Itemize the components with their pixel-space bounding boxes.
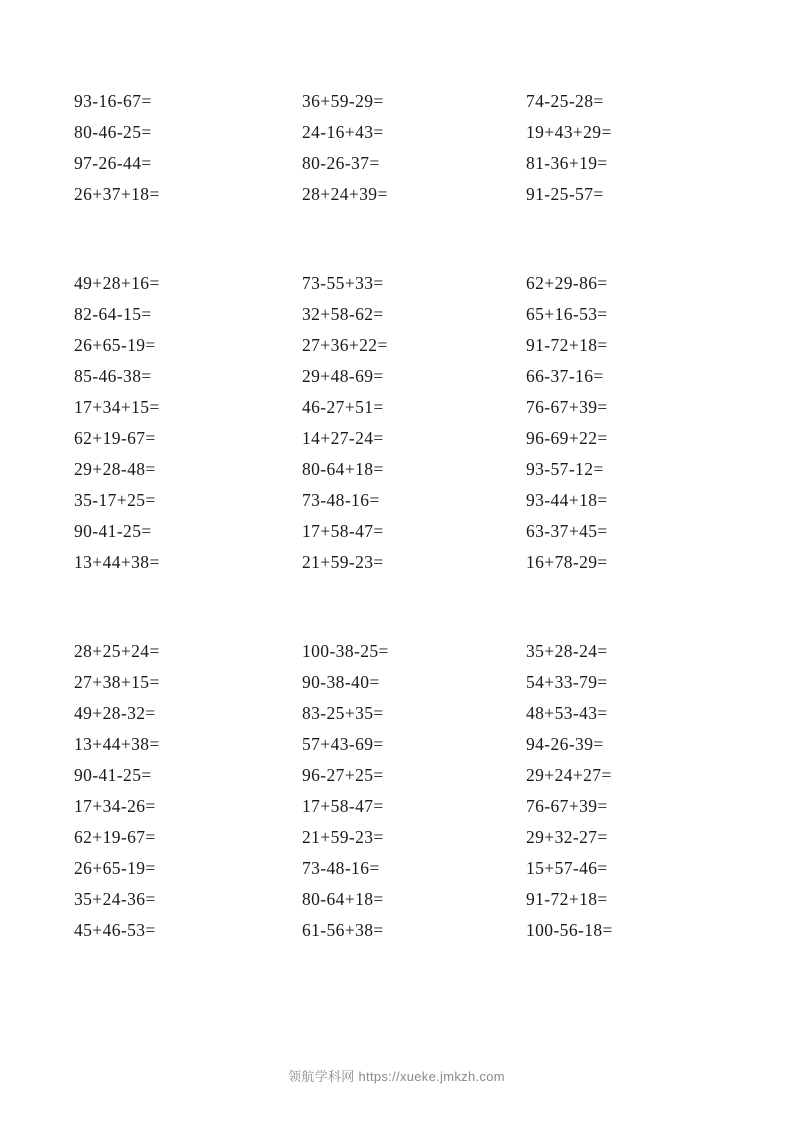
problem-item: 29+24+27=	[526, 765, 612, 785]
problem-item: 48+53-43=	[526, 703, 608, 723]
problem-item: 17+58-47=	[302, 521, 384, 541]
problem-item: 100-38-25=	[302, 641, 389, 661]
problem-item: 73-48-16=	[302, 858, 380, 878]
problem-item: 91-72+18=	[526, 889, 608, 909]
problem-item: 17+34+15=	[74, 397, 160, 417]
problem-item: 45+46-53=	[74, 920, 156, 940]
problem-item: 49+28+16=	[74, 273, 160, 293]
problem-item: 14+27-24=	[302, 428, 384, 448]
problem-item: 49+28-32=	[74, 703, 156, 723]
problem-item: 13+44+38=	[74, 734, 160, 754]
problem-item: 80-64+18=	[302, 889, 384, 909]
problem-item: 28+25+24=	[74, 641, 160, 661]
problem-item: 26+37+18=	[74, 184, 160, 204]
problem-column	[504, 86, 726, 210]
problem-item: 57+43-69=	[302, 734, 384, 754]
problem-item: 82-64-15=	[74, 304, 152, 324]
problem-item: 17+34-26=	[74, 796, 156, 816]
problem-column	[504, 268, 726, 578]
problem-column	[282, 268, 504, 578]
problem-item: 54+33-79=	[526, 672, 608, 692]
footer-watermark: 领航学科网 https://xueke.jmkzh.com	[288, 1069, 505, 1084]
problem-item: 26+65-19=	[74, 335, 156, 355]
problem-item: 24-16+43=	[302, 122, 384, 142]
problem-item: 15+57-46=	[526, 858, 608, 878]
problem-item: 35-17+25=	[74, 490, 156, 510]
problem-item: 29+32-27=	[526, 827, 608, 847]
problem-block	[60, 86, 733, 210]
problem-item: 62+29-86=	[526, 273, 608, 293]
problem-item: 61-56+38=	[302, 920, 384, 940]
problem-column	[60, 636, 282, 946]
problem-item: 85-46-38=	[74, 366, 152, 386]
problem-item: 62+19-67=	[74, 428, 156, 448]
problem-item: 93-44+18=	[526, 490, 608, 510]
problem-item: 29+48-69=	[302, 366, 384, 386]
problem-column	[282, 86, 504, 210]
problem-column	[282, 636, 504, 946]
problem-item: 21+59-23=	[302, 552, 384, 572]
problem-item: 97-26-44=	[74, 153, 152, 173]
problem-item: 36+59-29=	[302, 91, 384, 111]
problem-item: 80-26-37=	[302, 153, 380, 173]
problem-item: 28+24+39=	[302, 184, 388, 204]
problem-block	[60, 268, 733, 578]
problem-item: 32+58-62=	[302, 304, 384, 324]
problem-item: 74-25-28=	[526, 91, 604, 111]
problem-item: 27+36+22=	[302, 335, 388, 355]
problem-item: 73-48-16=	[302, 490, 380, 510]
problem-item: 100-56-18=	[526, 920, 613, 940]
problem-item: 46-27+51=	[302, 397, 384, 417]
problem-item: 35+28-24=	[526, 641, 608, 661]
problem-item: 93-57-12=	[526, 459, 604, 479]
problem-item: 66-37-16=	[526, 366, 604, 386]
problem-item: 65+16-53=	[526, 304, 608, 324]
problem-item: 90-38-40=	[302, 672, 380, 692]
problem-item: 96-27+25=	[302, 765, 384, 785]
problem-item: 90-41-25=	[74, 521, 152, 541]
problem-item: 16+78-29=	[526, 552, 608, 572]
problem-item: 91-72+18=	[526, 335, 608, 355]
problem-item: 62+19-67=	[74, 827, 156, 847]
problem-item: 93-16-67=	[74, 91, 152, 111]
problem-item: 76-67+39=	[526, 397, 608, 417]
problem-item: 35+24-36=	[74, 889, 156, 909]
problem-column	[504, 636, 726, 946]
problem-item: 29+28-48=	[74, 459, 156, 479]
problem-item: 90-41-25=	[74, 765, 152, 785]
problem-item: 26+65-19=	[74, 858, 156, 878]
problem-item: 63-37+45=	[526, 521, 608, 541]
problem-item: 19+43+29=	[526, 122, 612, 142]
problem-column	[60, 268, 282, 578]
problem-item: 73-55+33=	[302, 273, 384, 293]
problem-item: 94-26-39=	[526, 734, 604, 754]
problem-item: 83-25+35=	[302, 703, 384, 723]
problem-item: 80-46-25=	[74, 122, 152, 142]
problem-item: 91-25-57=	[526, 184, 604, 204]
problem-item: 27+38+15=	[74, 672, 160, 692]
problem-item: 21+59-23=	[302, 827, 384, 847]
problem-column	[60, 86, 282, 210]
problem-item: 13+44+38=	[74, 552, 160, 572]
problem-item: 81-36+19=	[526, 153, 608, 173]
problem-item: 80-64+18=	[302, 459, 384, 479]
problem-item: 96-69+22=	[526, 428, 608, 448]
problem-item: 76-67+39=	[526, 796, 608, 816]
problem-item: 17+58-47=	[302, 796, 384, 816]
problem-block	[60, 636, 733, 946]
